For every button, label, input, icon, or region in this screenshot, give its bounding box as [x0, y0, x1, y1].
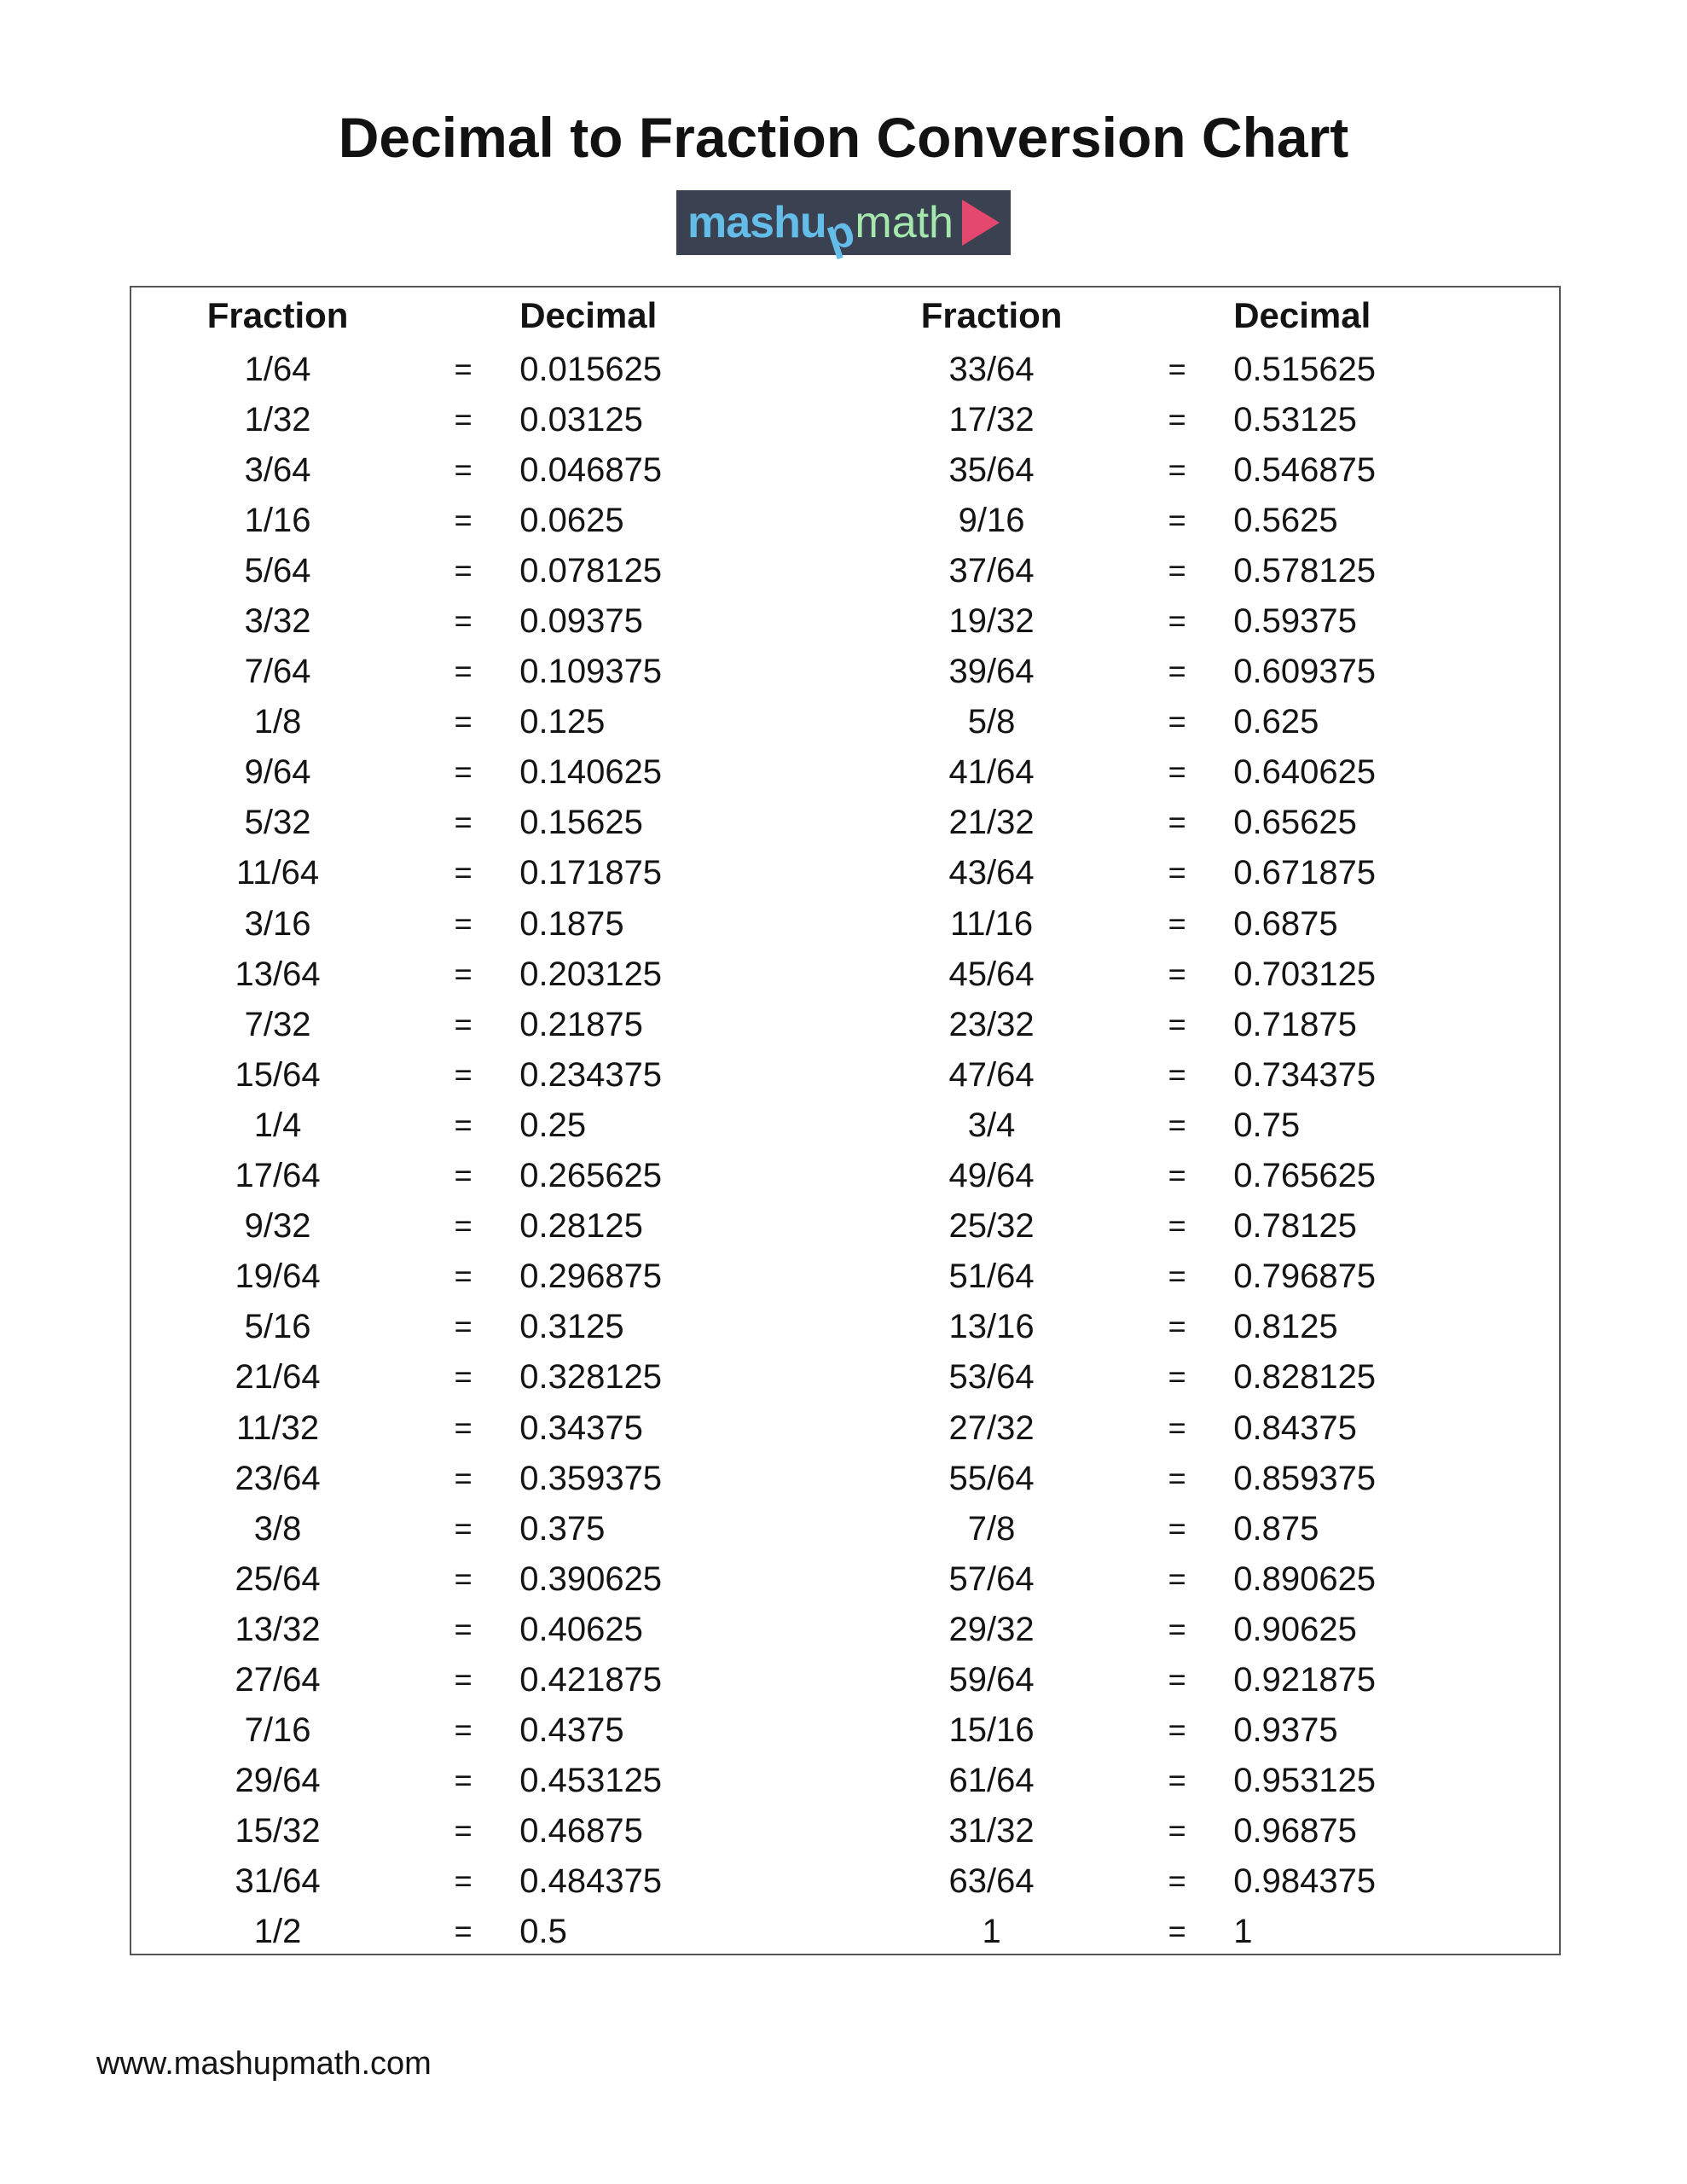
fraction-value: 3/16: [244, 904, 311, 943]
decimal-value: 0.765625: [1233, 1157, 1377, 1195]
equals-sign: =: [1168, 1510, 1186, 1546]
mashupmath-logo: [676, 190, 1011, 262]
decimal-value: 0.109375: [519, 653, 663, 691]
equals-sign: =: [1168, 855, 1186, 891]
equals-sign: =: [1168, 1158, 1186, 1194]
equals-sign: =: [454, 1359, 472, 1395]
table-left-half: [131, 288, 845, 1954]
decimal-value: 0.4375: [519, 1711, 624, 1750]
website-url: www.mashupmath.com: [96, 2046, 432, 2082]
decimal-value: 0.71875: [1233, 1005, 1357, 1043]
decimal-value: 0.265625: [519, 1157, 663, 1195]
decimal-value: 0.625: [1233, 703, 1319, 741]
equals-sign: =: [1168, 1712, 1186, 1748]
decimal-value: 0.65625: [1233, 804, 1357, 842]
fraction-value: 7/16: [244, 1711, 311, 1750]
fraction-value: 11/16: [950, 904, 1034, 943]
equals-sign: =: [454, 1763, 472, 1798]
fraction-value: 29/32: [948, 1610, 1035, 1648]
equals-sign: =: [1168, 1006, 1186, 1042]
equals-sign: =: [454, 1560, 472, 1596]
page-title: Decimal to Fraction Conversion Chart: [338, 106, 1349, 169]
equals-sign: =: [1168, 704, 1186, 740]
decimal-value: 0.21875: [519, 1005, 643, 1043]
fraction-value: 27/32: [948, 1409, 1035, 1447]
equals-sign: =: [454, 1208, 472, 1244]
fraction-value: 13/16: [948, 1308, 1035, 1346]
equals-sign: =: [454, 1409, 472, 1445]
decimal-value: 0.390625: [519, 1560, 663, 1598]
fraction-value: 5/32: [244, 804, 311, 842]
fraction-value: 49/64: [948, 1157, 1035, 1195]
fraction-value: 21/64: [235, 1358, 321, 1397]
fraction-value: 53/64: [948, 1358, 1035, 1397]
equals-sign: =: [1168, 1409, 1186, 1445]
decimal-value: 0.03125: [519, 400, 643, 439]
fraction-value: 45/64: [948, 955, 1035, 993]
fraction-value: 15/16: [948, 1711, 1035, 1750]
equals-sign: =: [1168, 1208, 1186, 1244]
fraction-value: 35/64: [948, 450, 1035, 489]
decimal-value: 0.078125: [519, 551, 663, 590]
equals-sign: =: [454, 1611, 472, 1647]
equals-sign: =: [1168, 1611, 1186, 1647]
fraction-value: 17/32: [948, 400, 1035, 439]
decimal-value: 0.578125: [1233, 551, 1377, 590]
fraction-value: 5/8: [967, 703, 1016, 741]
equals-sign: =: [454, 704, 472, 740]
equals-sign: =: [454, 1510, 472, 1546]
decimal-value: 0.203125: [519, 955, 663, 993]
fraction-value: 11/64: [236, 854, 320, 892]
decimal-value: 0.375: [519, 1509, 606, 1548]
equals-sign: =: [1168, 451, 1186, 487]
decimal-value: 0.34375: [519, 1409, 643, 1447]
decimal-value: 0.828125: [1233, 1358, 1377, 1397]
equals-sign: =: [454, 401, 472, 437]
decimal-value: 0.46875: [519, 1812, 643, 1850]
fraction-value: 5/64: [244, 551, 311, 590]
equals-sign: =: [1168, 552, 1186, 588]
fraction-value: 37/64: [948, 551, 1035, 590]
equals-sign: =: [454, 956, 472, 991]
equals-sign: =: [454, 1158, 472, 1194]
fraction-value: 1/4: [253, 1106, 302, 1144]
equals-sign: =: [454, 552, 472, 588]
fraction-value: 47/64: [948, 1055, 1035, 1094]
decimal-value: 0.5625: [1233, 501, 1338, 539]
decimal-value: 0.15625: [519, 804, 643, 842]
fraction-value: 29/64: [235, 1762, 321, 1800]
fraction-value: 25/64: [235, 1560, 321, 1598]
equals-sign: =: [1168, 1661, 1186, 1697]
decimal-value: 0.75: [1233, 1106, 1301, 1144]
logo-dropped-p: p: [819, 206, 860, 262]
decimal-value: 0.1875: [519, 904, 624, 943]
equals-sign: =: [1168, 1359, 1186, 1395]
decimal-value: 0.515625: [1233, 350, 1377, 388]
equals-sign: =: [454, 1712, 472, 1748]
decimal-value: 0.90625: [1233, 1610, 1357, 1648]
table-right-half: [845, 288, 1559, 1954]
decimal-value: 0.9375: [1233, 1711, 1338, 1750]
fraction-value: 13/32: [235, 1610, 321, 1648]
equals-sign: =: [454, 653, 472, 689]
fraction-value: 21/32: [948, 804, 1035, 842]
equals-sign: =: [454, 1309, 472, 1345]
equals-sign: =: [454, 1661, 472, 1697]
decimal-value: 0.359375: [519, 1459, 663, 1497]
fraction-value: 1/2: [253, 1913, 302, 1951]
fraction-value: 13/64: [235, 955, 321, 993]
fraction-value: 1/16: [244, 501, 311, 539]
decimal-value: 0.8125: [1233, 1308, 1338, 1346]
decimal-value: 0.734375: [1233, 1055, 1377, 1094]
decimal-value: 0.125: [519, 703, 606, 741]
equals-sign: =: [1168, 754, 1186, 790]
decimal-value: 0.921875: [1233, 1660, 1377, 1699]
fraction-value: 33/64: [948, 350, 1035, 388]
fraction-value: 25/32: [948, 1207, 1035, 1246]
fraction-value: 1/64: [244, 350, 311, 388]
decimal-value: 0.09375: [519, 602, 643, 641]
decimal-value: 0.015625: [519, 350, 663, 388]
decimal-value: 0.3125: [519, 1308, 624, 1346]
decimal-value: 0.046875: [519, 450, 663, 489]
fraction-value: 41/64: [948, 753, 1035, 792]
decimal-value: 0.875: [1233, 1509, 1319, 1548]
fraction-value: 15/64: [235, 1055, 321, 1094]
decimal-value: 0.296875: [519, 1258, 663, 1296]
fraction-value: 57/64: [948, 1560, 1035, 1598]
equals-sign: =: [454, 1863, 472, 1899]
equals-sign: =: [1168, 1309, 1186, 1345]
fraction-value: 27/64: [235, 1660, 321, 1699]
equals-sign: =: [1168, 1763, 1186, 1798]
decimal-value: 0.6875: [1233, 904, 1338, 943]
decimal-value: 0.234375: [519, 1055, 663, 1094]
logo-text-mashup: [687, 198, 860, 262]
decimal-value: 0.484375: [519, 1862, 663, 1901]
equals-sign: =: [454, 451, 472, 487]
equals-sign: =: [454, 804, 472, 840]
fraction-value: 23/32: [948, 1005, 1035, 1043]
equals-sign: =: [454, 1006, 472, 1042]
decimal-value: 0.609375: [1233, 653, 1377, 691]
column-header-decimal: Decimal: [519, 295, 658, 335]
fraction-value: 9/32: [244, 1207, 311, 1246]
fraction-value: 3/64: [244, 450, 311, 489]
equals-sign: =: [1168, 1107, 1186, 1142]
decimal-value: 0.96875: [1233, 1812, 1357, 1850]
equals-sign: =: [454, 1460, 472, 1496]
fraction-value: 3/8: [253, 1509, 302, 1548]
equals-sign: =: [1168, 1863, 1186, 1899]
decimal-value: 0.453125: [519, 1762, 663, 1800]
equals-sign: =: [454, 1813, 472, 1849]
decimal-value: 0.890625: [1233, 1560, 1377, 1598]
fraction-value: 61/64: [948, 1762, 1035, 1800]
logo-text-math: math: [855, 198, 954, 247]
decimal-value: 0.640625: [1233, 753, 1377, 792]
equals-sign: =: [454, 351, 472, 386]
fraction-value: 1/32: [244, 400, 311, 439]
decimal-value: 0.140625: [519, 753, 663, 792]
decimal-value: 0.984375: [1233, 1862, 1377, 1901]
decimal-value: 0.546875: [1233, 450, 1377, 489]
fraction-value: 5/16: [244, 1308, 311, 1346]
decimal-value: 0.0625: [519, 501, 624, 539]
equals-sign: =: [454, 905, 472, 941]
fraction-value: 9/64: [244, 753, 311, 792]
equals-sign: =: [1168, 905, 1186, 941]
fraction-value: 39/64: [948, 653, 1035, 691]
fraction-value: 1: [982, 1913, 1001, 1951]
equals-sign: =: [1168, 603, 1186, 639]
conversion-table: [130, 286, 1561, 1955]
equals-sign: =: [1168, 502, 1186, 537]
fraction-value: 31/32: [948, 1812, 1035, 1850]
column-header-fraction: Fraction: [920, 295, 1063, 335]
equals-sign: =: [454, 603, 472, 639]
equals-sign: =: [454, 1914, 472, 1949]
fraction-value: 3/32: [244, 602, 311, 641]
fraction-value: 19/32: [948, 602, 1035, 641]
decimal-value: 0.5: [519, 1913, 567, 1951]
fraction-value: 43/64: [948, 854, 1035, 892]
equals-sign: =: [1168, 1813, 1186, 1849]
column-header-fraction: Fraction: [206, 295, 349, 335]
equals-sign: =: [1168, 956, 1186, 991]
decimal-value: 0.28125: [519, 1207, 643, 1246]
fraction-value: 51/64: [948, 1258, 1035, 1296]
play-triangle-icon: [962, 200, 1000, 246]
fraction-value: 7/64: [244, 653, 311, 691]
equals-sign: =: [1168, 1560, 1186, 1596]
decimal-value: 0.703125: [1233, 955, 1377, 993]
equals-sign: =: [454, 502, 472, 537]
fraction-value: 31/64: [235, 1862, 321, 1901]
decimal-value: 0.78125: [1233, 1207, 1357, 1246]
decimal-value: 0.40625: [519, 1610, 643, 1648]
decimal-value: 0.25: [519, 1106, 587, 1144]
fraction-value: 17/64: [235, 1157, 321, 1195]
fraction-value: 63/64: [948, 1862, 1035, 1901]
decimal-value: 0.84375: [1233, 1409, 1357, 1447]
decimal-value: 0.59375: [1233, 602, 1357, 641]
equals-sign: =: [1168, 1258, 1186, 1294]
decimal-value: 0.796875: [1233, 1258, 1377, 1296]
equals-sign: =: [1168, 1460, 1186, 1496]
equals-sign: =: [1168, 401, 1186, 437]
logo-text-mashu-part: mashu: [687, 198, 826, 247]
fraction-value: 19/64: [235, 1258, 321, 1296]
decimal-value: 0.421875: [519, 1660, 663, 1699]
equals-sign: =: [1168, 1914, 1186, 1949]
fraction-value: 1/8: [253, 703, 302, 741]
fraction-value: 23/64: [235, 1459, 321, 1497]
equals-sign: =: [454, 1107, 472, 1142]
equals-sign: =: [454, 855, 472, 891]
equals-sign: =: [454, 1258, 472, 1294]
decimal-value: 0.171875: [519, 854, 663, 892]
fraction-value: 59/64: [948, 1660, 1035, 1699]
column-header-decimal: Decimal: [1233, 295, 1371, 335]
fraction-value: 7/32: [244, 1005, 311, 1043]
equals-sign: =: [1168, 1056, 1186, 1092]
decimal-value: 0.859375: [1233, 1459, 1377, 1497]
fraction-value: 3/4: [967, 1106, 1016, 1144]
fraction-value: 55/64: [948, 1459, 1035, 1497]
equals-sign: =: [1168, 653, 1186, 689]
decimal-value: 0.671875: [1233, 854, 1377, 892]
fraction-value: 15/32: [235, 1812, 321, 1850]
equals-sign: =: [454, 1056, 472, 1092]
fraction-value: 11/32: [236, 1409, 320, 1447]
fraction-value: 9/16: [958, 501, 1025, 539]
decimal-value: 0.953125: [1233, 1762, 1377, 1800]
fraction-value: 7/8: [967, 1509, 1016, 1548]
equals-sign: =: [454, 754, 472, 790]
equals-sign: =: [1168, 804, 1186, 840]
decimal-value: 0.328125: [519, 1358, 663, 1397]
decimal-value: 0.53125: [1233, 400, 1357, 439]
decimal-value: 1: [1233, 1913, 1253, 1951]
equals-sign: =: [1168, 351, 1186, 386]
